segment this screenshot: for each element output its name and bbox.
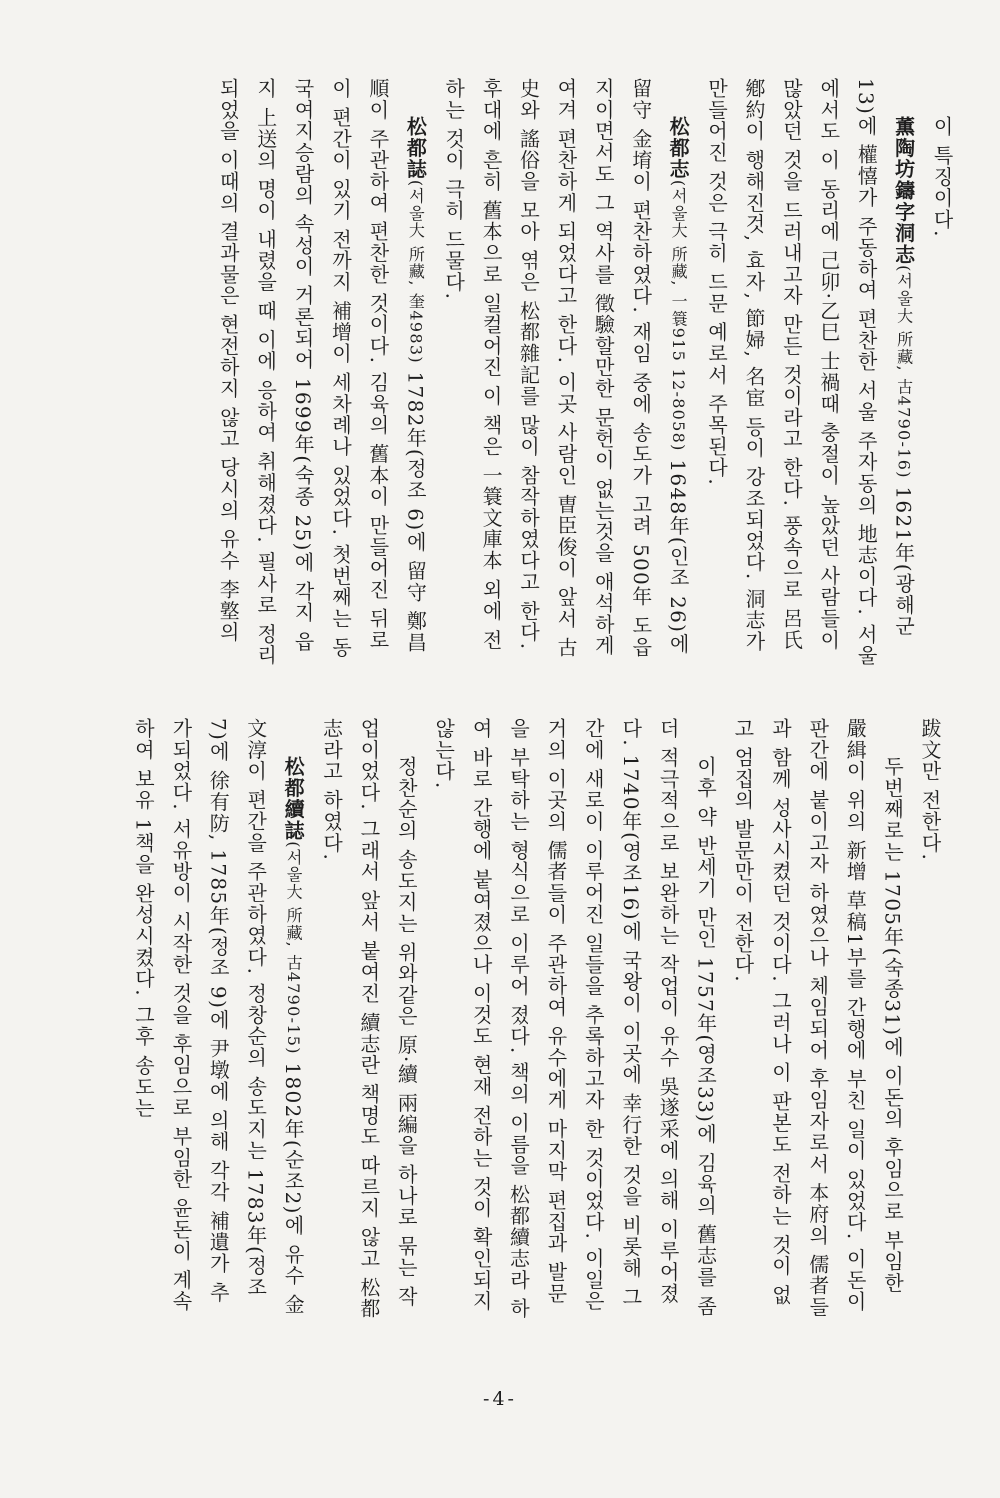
entry-source: (서울大 所藏, 奎4983): [406, 179, 426, 364]
entry-songdo-sokji-1802: [124, 718, 312, 1320]
entry-text: 1802年(순조2)에 유수 金文淳이 편간을 주관하였다. 정창순의 송도지는 1783年(정조 7)에 徐有防, 1785年(정조 9)에 尹墩에 의해 각각 補遺가 추가되었다. 서유방이 시작한 것을 후임으로 부임한 윤돈이 계속하여 보유 1책을 완성시켰다. 그후 송도는: [131, 718, 306, 1316]
entry-title: 松都續誌: [281, 756, 306, 842]
entry-title: 松都志: [666, 116, 691, 180]
entry-songdoji-1782: [209, 78, 434, 670]
paragraph-combined-edition: 정찬순의 송도지는 위와같은 原·續 兩編을 하나로 묶는 작업이었다. 그래서 앞서 붙여진 續志란 책명도 따르지 않고 松都志라고 하였다.: [319, 718, 419, 1320]
entry-songdoji-1648: [434, 78, 697, 670]
entry-text: 1621年(광해군 13)에 權憘가 주동하여 편찬한 서울 주자동의 地志이다. 서울에서도 이 동리에 己卯·乙巳 士禍때 충절이 높았던 사람들이 많았던 것을 드러내고자 만든 것이라고 한다. 풍속으로 呂氏鄕約이 행해진것, 효자, 節婦, 名宦 등이 강조되었다. 洞志가 만들어진 것은 극히 드문 예로서 주목된다.: [704, 78, 916, 667]
entry-source: (서울大 所藏, 古4790-16): [894, 265, 914, 479]
entry-hundo-dongji: [697, 78, 922, 670]
upper-text-block: [40, 78, 960, 670]
paragraph-songdo-sokji: 이후 약 반세기 만인 1757年(영조33)에 김육의 舊志를 좀더 적극적으로 보완하는 작업이 유수 吳遂采에 의해 이루어졌다. 1740年(영조16)에 국왕이 이곳에 幸行한 것을 비롯해 그간에 새로이 이루어진 일들을 추록하고자 한 것이었다. 이일은 거의 이곳의 儒者들이 주관하여 유수에게 마지막 편집과 발문을 부탁하는 형식으로 이루어 졌다. 책의 이름을 松都續志라 하여 바로 간행에 붙여졌으나 이것도 현재 전하는 것이 확인되지 않는다.: [431, 718, 718, 1320]
entry-source: (서울大 所藏, 古4790-15): [284, 841, 304, 1055]
entry-text: 1648年(인조 26)에 留守 金堉이 편찬하였다. 재임 중에 송도가 고려 500年 도읍지이면서도 그 역사를 徵驗할만한 문헌이 없는것을 애석하게 여겨 편찬하게 되었다고 한다. 이곳 사람인 曺臣俊이 앞서 古史와 謠俗을 모아 엮은 松都雜記를 많이 참작하였다고 한다. 후대에 흔히 舊本으로 일컬어진 이 책은 一簑文庫本 외에 전하는 것이 극히 드물다.: [441, 78, 691, 659]
entry-title: 松都誌: [403, 116, 428, 180]
paragraph-second-edition: 두번째로는 1705年(숙종31)에 이돈의 후임으로 부임한 嚴緝이 위의 新增 草稿1부를 간행에 부친 일이 있었다. 이돈이 판간에 붙이고자 하였으나 체임되어 후임자로서 本府의 儒者들과 함께 성사시켰던 것이다. 그러나 이 판본도 전하는 것이 없고 엄집의 발문만이 전한다.: [730, 718, 905, 1318]
entry-text: 1782年(정조 6)에 留守 鄭昌順이 주관하여 편찬한 것이다. 김육의 舊本이 만들어진 뒤로 이 편간이 있기 전까지 補增이 세차례나 있었다. 첫번째는 동국여지승람의 속성이 거론되어 1699年(숙종 25)에 각지 읍지 上送의 명이 내렸을 때 이에 응하여 취해졌다. 필사로 정리되었을 이때의 결과물은 현전하지 않고 당시의 유수 李墪의: [216, 78, 428, 666]
page-number: -4-: [483, 1388, 517, 1410]
paragraph-continuation: 이 특징이다.: [930, 116, 954, 238]
paragraph-continuation: 跋文만 전한다.: [918, 718, 942, 862]
lower-text-block: [48, 718, 948, 1320]
entry-source: (서울大 所藏, 一簑915 12-8058): [669, 179, 689, 452]
entry-title: 薫陶坊鑄字洞志: [891, 116, 916, 266]
